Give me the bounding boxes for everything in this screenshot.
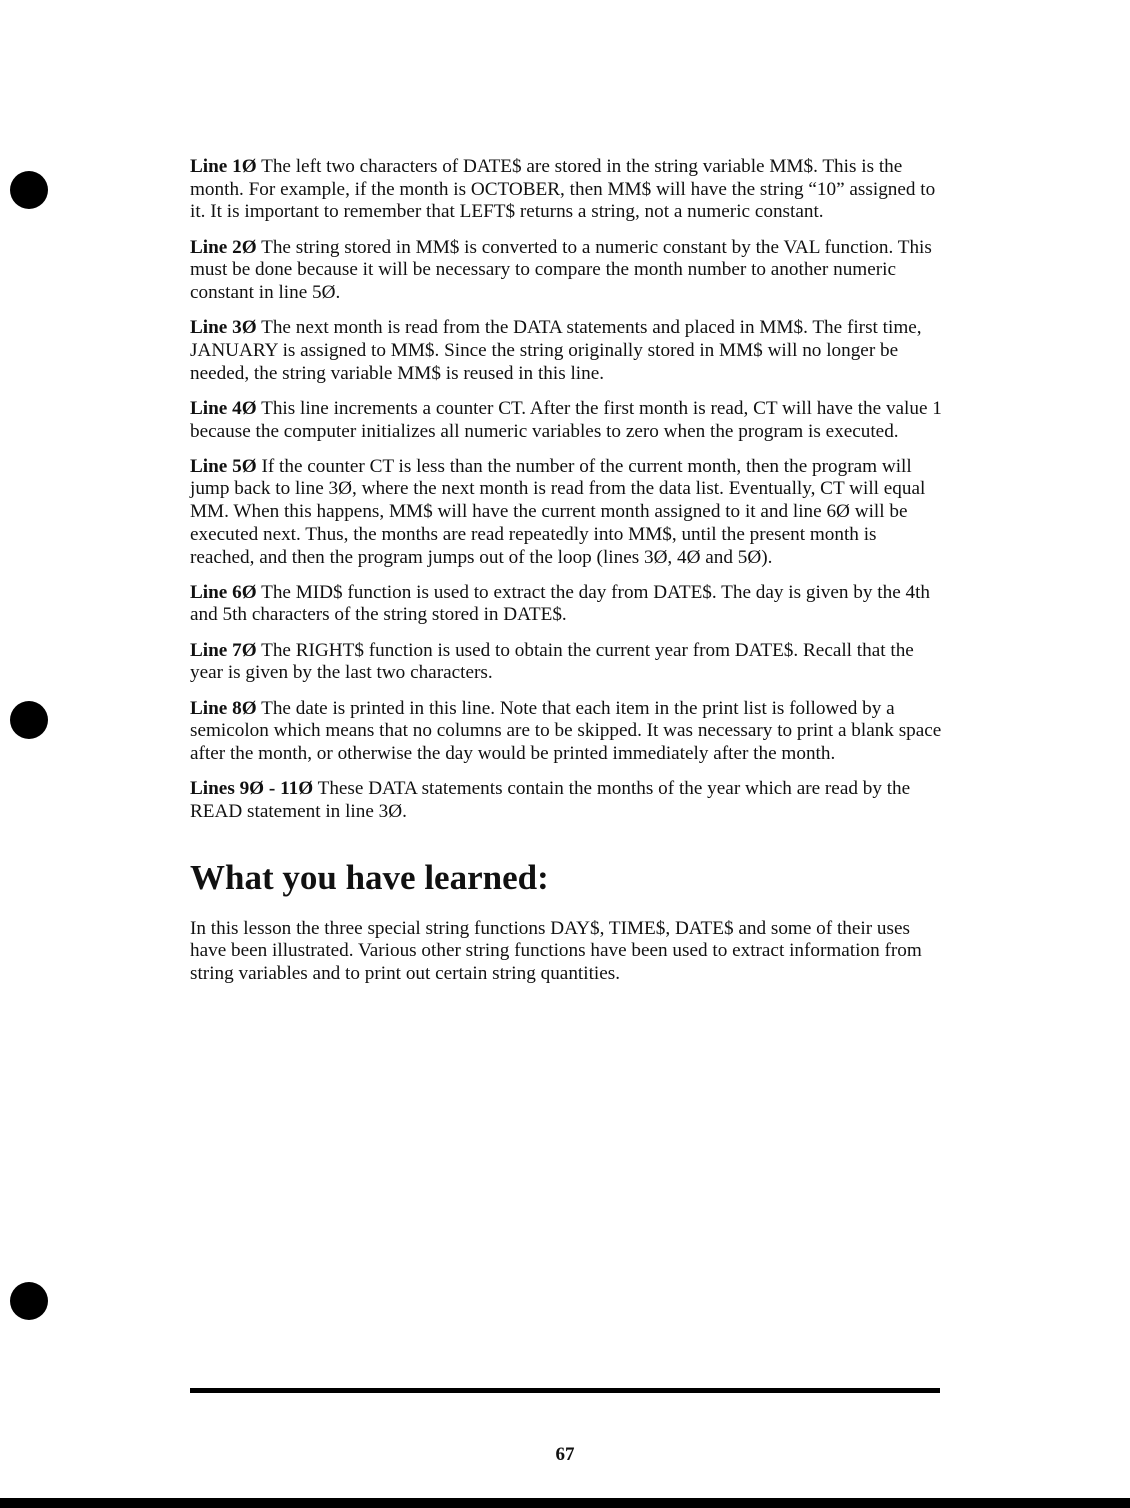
line-label: Line 2Ø: [190, 236, 257, 258]
paragraph-line-20: [190, 237, 945, 305]
line-label: Lines 9Ø - 11Ø: [190, 778, 314, 800]
paragraph-text: These DATA statements contain the months of the year which are read by the READ statement in line 3Ø.: [190, 778, 911, 822]
paragraph-line-70: [190, 640, 945, 685]
line-label: Line 1Ø: [190, 156, 257, 177]
footer-rule: [190, 1388, 940, 1393]
paragraph-text: The left two characters of DATE$ are stored in the string variable MM$. This is the month. For example, if the month is OCTOBER, then MM$ will have the string “10” assigned to it. It is important to remember that LEFT$ returns a string, not a numeric constant.: [190, 156, 936, 223]
line-label: Line 6Ø: [190, 581, 257, 603]
paragraph-line-40: [190, 398, 945, 443]
bottom-edge-bar: [0, 1498, 1130, 1508]
paragraph-line-50: [190, 456, 945, 570]
paragraph-line-80: [190, 698, 945, 766]
paragraph-text: The date is printed in this line. Note that each item in the print list is followed by a semicolon which means that no columns are to be skipped. It was necessary to print a blank space after the month, or otherwise the day would be printed immediately after the month.: [190, 697, 942, 764]
paragraph-line-60: [190, 582, 945, 627]
line-label: Line 3Ø: [190, 317, 257, 339]
line-label: Line 8Ø: [190, 697, 257, 719]
punch-hole: [10, 701, 48, 739]
line-label: Line 5Ø: [190, 455, 257, 477]
summary-paragraph: In this lesson the three special string functions DAY$, TIME$, DATE$ and some of their uses have been illustrated. Various other string functions have been used to extract information from string variables and to print out certain string quantities.: [190, 917, 922, 984]
paragraph-lines-90-110: [190, 778, 945, 823]
section-heading: What you have learned:: [190, 857, 549, 897]
page-number: 67: [555, 1444, 575, 1465]
punch-hole: [10, 171, 48, 209]
paragraph-text: The MID$ function is used to extract the day from DATE$. The day is given by the 4th and 5th characters of the string stored in DATE$.: [190, 581, 931, 626]
line-label: Line 4Ø: [190, 397, 257, 419]
paragraph-text: If the counter CT is less than the number of the current month, then the program will jump back to line 3Ø, where the next month is read from the data list. Eventually, CT will equal MM. When this happens, MM$ will have the current month assigned to it and line 6Ø will be executed next. Thus, the months are read repeatedly into MM$, until the present month is reached, and then the program jumps out of the loop (lines 3Ø, 4Ø and 5Ø).: [190, 455, 926, 568]
paragraph-line-10: [190, 156, 945, 224]
paragraph-text: This line increments a counter CT. After the first month is read, CT will have the value 1 because the computer initializes all numeric variables to zero when the program is executed.: [190, 397, 942, 442]
paragraph-text: The next month is read from the DATA statements and placed in MM$. The first time, JANUARY is assigned to MM$. Since the string originally stored in MM$ will no longer be needed, the string variable MM$ is reused in this line.: [190, 317, 922, 384]
line-label: Line 7Ø: [190, 639, 257, 661]
page-body: [190, 156, 945, 998]
paragraph-text: The string stored in MM$ is converted to a numeric constant by the VAL function. This must be done because it will be necessary to compare the month number to another numeric constant in line 5Ø.: [190, 236, 932, 304]
paragraph-text: The RIGHT$ function is used to obtain the current year from DATE$. Recall that the year is given by the last two characters.: [190, 639, 914, 684]
punch-hole: [10, 1282, 48, 1320]
paragraph-line-30: [190, 317, 945, 385]
